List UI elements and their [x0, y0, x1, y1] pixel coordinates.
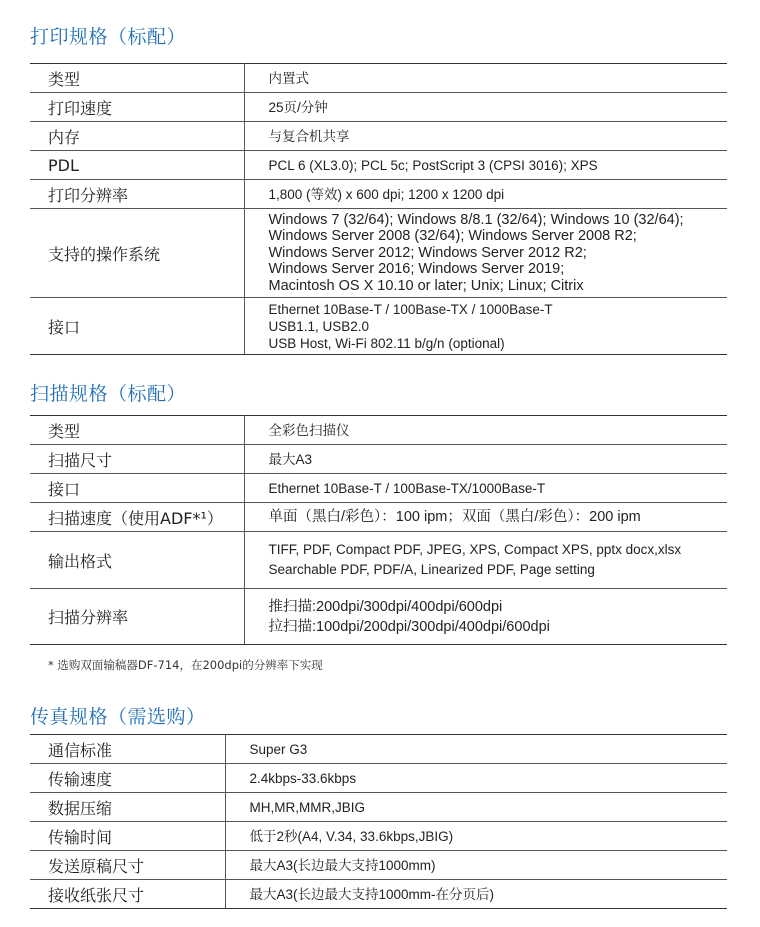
row-label: 类型 — [30, 416, 244, 445]
row-value: 最大A3 — [268, 451, 313, 467]
table-row — [30, 298, 727, 355]
row-value: TIFF, PDF, Compact PDF, JPEG, XPS, Compact XPS, pptx docx,xlsx — [268, 542, 682, 557]
row-value: Windows Server 2012; Windows Server 2012 R2; — [268, 244, 587, 261]
row-label: 输出格式 — [30, 532, 244, 589]
row-value: 低于2秒(A4, V.34, 33.6kbps,JBIG) — [249, 828, 454, 844]
row-value: Windows Server 2008 (32/64); Windows Server 2008 R2; — [268, 228, 637, 245]
table-row — [30, 416, 727, 445]
row-label: 接口 — [30, 474, 244, 503]
row-label: 发送原稿尺寸 — [30, 851, 225, 880]
row-label: 接收纸张尺寸 — [30, 880, 225, 909]
row-value: Searchable PDF, PDF/A, Linearized PDF, Page setting — [268, 562, 595, 577]
row-label: PDL — [30, 151, 244, 180]
row-value: 推扫描:200dpi/300dpi/400dpi/600dpi — [268, 598, 503, 615]
row-value: 2.4kbps-33.6kbps — [249, 770, 357, 786]
row-value: Windows 7 (32/64); Windows 8/8.1 (32/64); Windows 10 (32/64); — [268, 211, 684, 228]
table-row — [30, 474, 727, 503]
table-row — [30, 793, 727, 822]
row-value: Macintosh OS X 10.10 or later; Unix; Linux; Citrix — [268, 277, 584, 294]
table-row — [30, 64, 727, 93]
row-value: USB Host, Wi-Fi 802.11 b/g/n (optional) — [268, 335, 505, 351]
fax-spec-table — [30, 734, 727, 909]
row-value: 与复合机共享 — [268, 128, 350, 144]
footnote: * 选购双面输稿器DF-714，在200dpi的分辨率下实现 — [48, 658, 323, 672]
row-value: 1,800 (等效) x 600 dpi; 1200 x 1200 dpi — [268, 186, 505, 202]
print-spec-table — [30, 63, 727, 355]
table-row — [30, 735, 727, 764]
table-row — [30, 503, 727, 532]
row-label: 传输时间 — [30, 822, 225, 851]
table-row — [30, 880, 727, 909]
row-label: 接口 — [30, 298, 244, 355]
table-row — [30, 851, 727, 880]
table-row — [30, 93, 727, 122]
row-value: Windows Server 2016; Windows Server 2019; — [268, 261, 565, 278]
row-label: 扫描尺寸 — [30, 445, 244, 474]
row-label: 打印速度 — [30, 93, 244, 122]
row-value: Super G3 — [249, 741, 308, 757]
fax-spec-title: 传真规格（需选购） — [30, 706, 206, 728]
table-row — [30, 209, 727, 298]
row-value: PCL 6 (XL3.0); PCL 5c; PostScript 3 (CPSI 3016); XPS — [268, 157, 598, 173]
scan-spec-table — [30, 415, 727, 645]
row-value: 单面（黑白/彩色）：100 ipm；双面（黑白/彩色）：200 ipm — [268, 508, 641, 525]
row-label: 数据压缩 — [30, 793, 225, 822]
row-value: Ethernet 10Base-T / 100Base-TX / 1000Base-T — [268, 301, 553, 317]
row-label: 类型 — [30, 64, 244, 93]
row-value: 最大A3(长边最大支持1000mm-在分页后) — [249, 886, 495, 902]
row-value: Ethernet 10Base-T / 100Base-TX/1000Base-T — [268, 480, 546, 496]
row-value: MH,MR,MMR,JBIG — [249, 799, 365, 815]
row-value: 拉扫描:100dpi/200dpi/300dpi/400dpi/600dpi — [268, 618, 550, 635]
row-value: 全彩色扫描仪 — [268, 422, 350, 438]
table-row — [30, 589, 727, 645]
row-value: USB1.1, USB2.0 — [268, 318, 370, 334]
row-label: 传输速度 — [30, 764, 225, 793]
row-label: 扫描分辨率 — [30, 589, 244, 645]
table-row — [30, 180, 727, 209]
row-value: 内置式 — [268, 70, 309, 86]
table-row — [30, 822, 727, 851]
row-label: 通信标准 — [30, 735, 225, 764]
row-label: 内存 — [30, 122, 244, 151]
row-value: 最大A3(长边最大支持1000mm) — [249, 857, 436, 873]
row-label: 扫描速度（使用ADF*¹） — [30, 503, 244, 532]
table-row — [30, 445, 727, 474]
table-row — [30, 151, 727, 180]
print-spec-title: 打印规格（标配） — [30, 26, 187, 48]
table-row — [30, 122, 727, 151]
row-label: 打印分辨率 — [30, 180, 244, 209]
scan-spec-title: 扫描规格（标配） — [30, 383, 187, 405]
row-label: 支持的操作系统 — [30, 209, 244, 298]
row-value: 25页/分钟 — [268, 99, 328, 115]
table-row — [30, 532, 727, 589]
table-row — [30, 764, 727, 793]
